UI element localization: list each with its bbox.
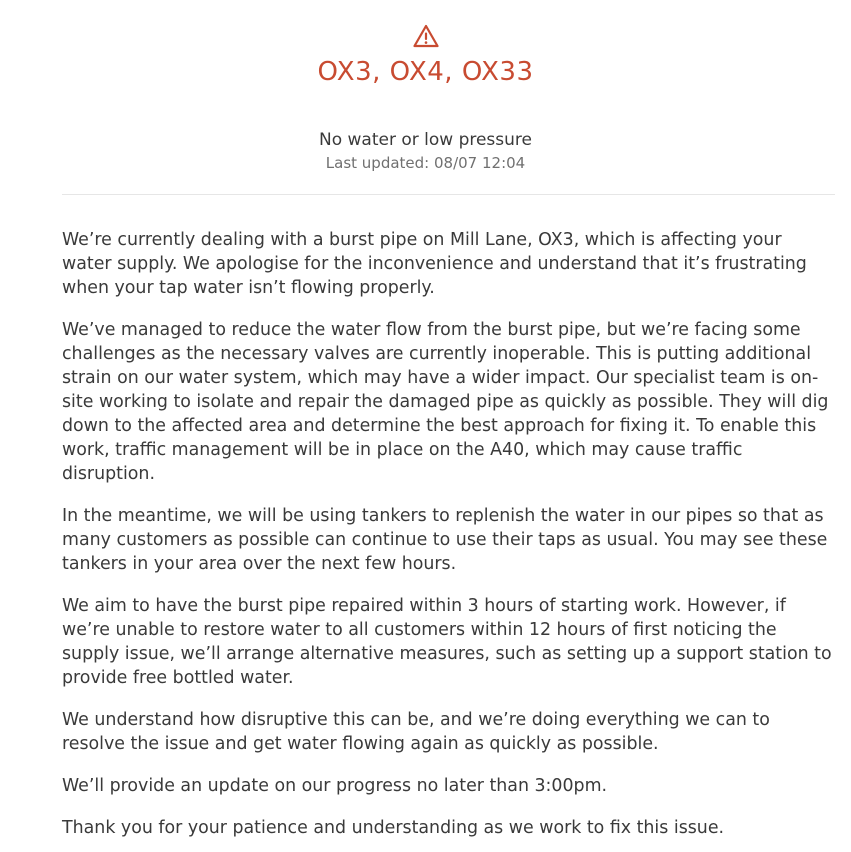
message-paragraph: Thank you for your patience and understanding as we work to fix this issue. [62, 818, 725, 838]
message-paragraph: We’ve managed to reduce the water flow from the burst pipe, but we’re facing some challenges as the necessary valves are currently inoperable. This is putting additional strain on our water system, which may have a wider impact. Our specialist team is on-site working to isolate and repair the damaged pipe as quickly as possible. They will dig down to the affected area and determine the best approach for fixing it. To enable this work, traffic management will be in place on the A40, which may cause traffic disruption. [62, 320, 829, 484]
incident-message [0, 228, 851, 840]
issue-type: No water or low pressure [318, 130, 532, 150]
message-paragraph: We aim to have the burst pipe repaired within 3 hours of starting work. However, if we’re unable to restore water to all customers within 12 hours of first noticing the supply issue, we’ll arrange alternative measures, such as setting up a support station to provide free bottled water. [62, 596, 832, 688]
message-paragraph: In the meantime, we will be using tankers to replenish the water in our pipes so that as many customers as possible can continue to use their taps as usual. You may see these tankers in your area over the next few hours. [62, 506, 828, 574]
affected-postcodes: OX3, OX4, OX33 [317, 57, 534, 87]
message-paragraph: We’re currently dealing with a burst pipe on Mill Lane, OX3, which is affecting your water supply. We apologise for the inconvenience and understand that it’s frustrating when your tap water isn’t flowing properly. [62, 230, 807, 298]
last-updated: Last updated: 08/07 12:04 [325, 154, 526, 172]
message-paragraph: We understand how disruptive this can be, and we’re doing everything we can to resolve the issue and get water flowing again as quickly as possible. [62, 710, 770, 754]
warning-triangle-icon [413, 24, 439, 48]
incident-header [0, 0, 851, 174]
divider [62, 194, 835, 195]
message-paragraph: We’ll provide an update on our progress no later than 3:00pm. [62, 776, 608, 796]
